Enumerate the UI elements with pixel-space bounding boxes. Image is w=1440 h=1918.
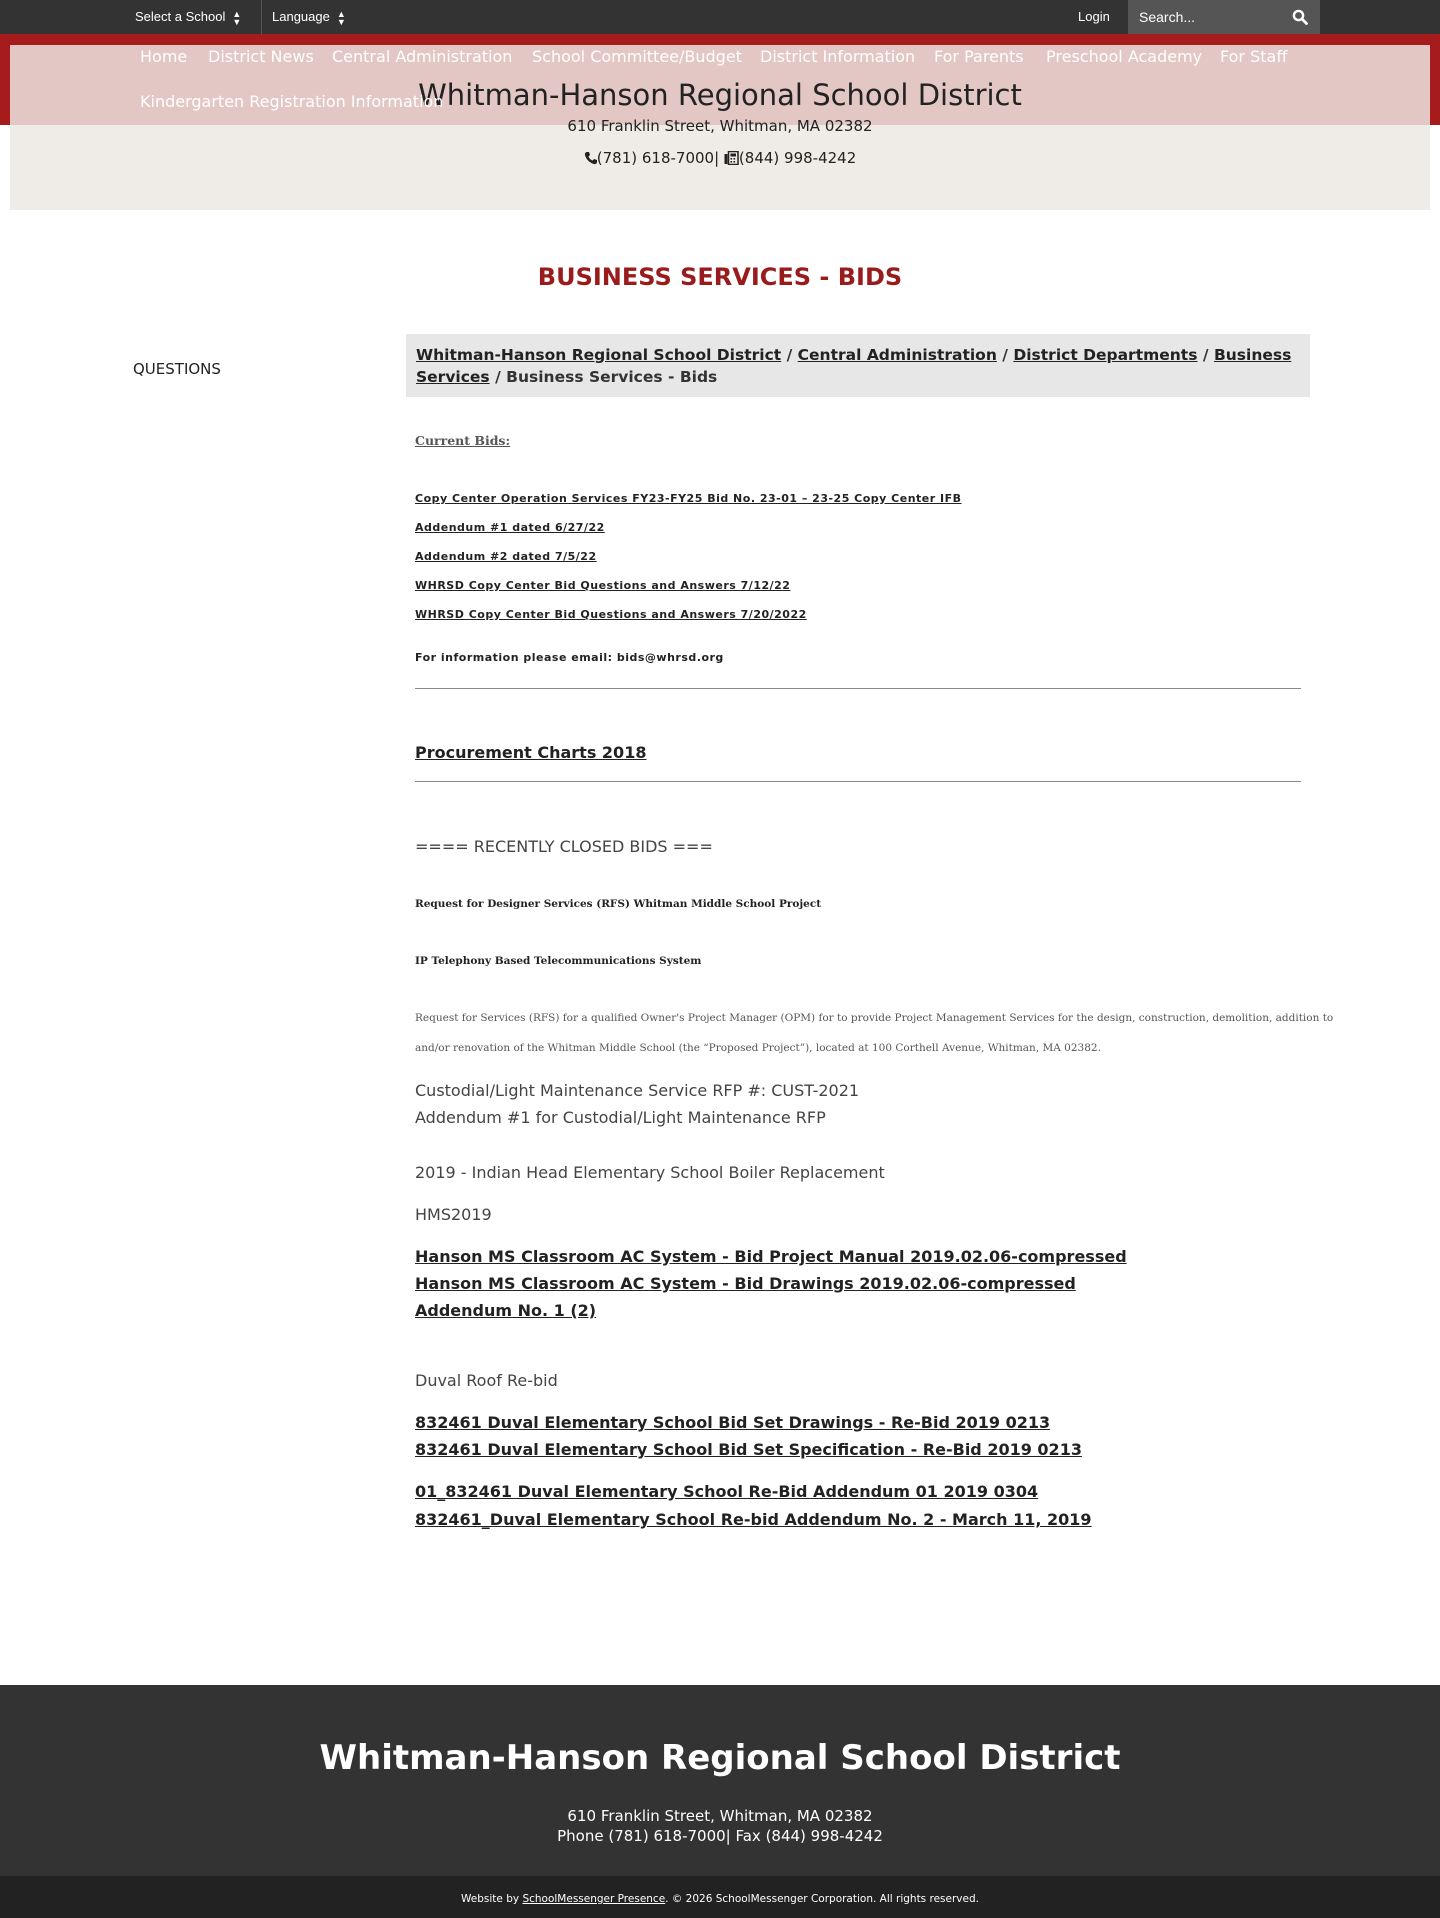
rfs-designer-text: Request for Designer Services (RFS) Whitman Middle School Project bbox=[415, 898, 822, 910]
breadcrumb-link-central-administration[interactable]: Central Administration bbox=[797, 346, 997, 364]
district-phone-line bbox=[0, 149, 1440, 167]
select-school-dropdown[interactable] bbox=[135, 0, 241, 34]
hanson-addendum-link[interactable]: Addendum No. 1 (2) bbox=[415, 1301, 597, 1320]
sidebar-item-questions[interactable]: QUESTIONS bbox=[133, 360, 221, 378]
footer-address: 610 Franklin Street, Whitman, MA 02382 bbox=[567, 1807, 873, 1825]
sort-caret-icon: ▲ ▼ bbox=[232, 8, 242, 27]
opm-text-line-1: Request for Services (RFS) for a qualified Owner's Project Manager (OPM) for to provide Project Management Services for the design, construction, demolition, addition to bbox=[415, 1012, 1334, 1024]
breadcrumb-current: Business Services - Bids bbox=[506, 368, 718, 386]
addendum-1-link[interactable]: Addendum #1 dated 6/27/22 bbox=[415, 521, 605, 534]
breadcrumb-link-district[interactable]: Whitman-Hanson Regional School District bbox=[416, 346, 782, 364]
page-title: BUSINESS SERVICES - BIDS bbox=[537, 263, 903, 291]
ip-telephony-text: IP Telephony Based Telecommunications System bbox=[415, 955, 702, 967]
district-address: 610 Franklin Street, Whitman, MA 02382 bbox=[567, 117, 873, 135]
footer bbox=[0, 1685, 1440, 1876]
breadcrumb bbox=[406, 334, 1310, 397]
hanson-bid-drawings-link[interactable]: Hanson MS Classroom AC System - Bid Drawings 2019.02.06-compressed bbox=[415, 1274, 1076, 1293]
bid-qa-7-12-link[interactable]: WHRSD Copy Center Bid Questions and Answers 7/12/22 bbox=[415, 579, 791, 592]
fax-number: (844) 998-4242 bbox=[738, 149, 857, 167]
nav-district-information[interactable]: District Information bbox=[760, 47, 916, 66]
nav-home[interactable]: Home bbox=[140, 47, 188, 66]
duval-addendum-02-link[interactable]: 832461_Duval Elementary School Re-bid Addendum No. 2 - March 11, 2019 bbox=[415, 1510, 1092, 1529]
schoolmessenger-link[interactable]: SchoolMessenger Presence bbox=[522, 1893, 666, 1905]
search-box bbox=[1128, 0, 1320, 34]
district-title: Whitman-Hanson Regional School District bbox=[418, 78, 1022, 112]
login-link[interactable]: Login bbox=[1078, 9, 1110, 24]
current-bids-heading: Current Bids: bbox=[415, 433, 511, 448]
search-input[interactable] bbox=[1128, 0, 1288, 34]
hanson-project-manual-link[interactable]: Hanson MS Classroom AC System - Bid Project Manual 2019.02.06-compressed bbox=[415, 1247, 1127, 1266]
credit-prefix: Website by bbox=[461, 1893, 523, 1905]
language-label: Language bbox=[272, 9, 330, 24]
custodial-addendum-text: Addendum #1 for Custodial/Light Maintenance RFP bbox=[415, 1108, 826, 1127]
footer-credit bbox=[0, 1893, 1440, 1905]
nav-central-administration[interactable]: Central Administration bbox=[332, 47, 513, 66]
opm-text-line-2: and/or renovation of the Whitman Middle School (the “Proposed Project”), located at 100 Corthell Avenue, Whitman, MA 02382. bbox=[415, 1042, 1101, 1054]
language-dropdown[interactable] bbox=[272, 0, 346, 34]
divider bbox=[415, 781, 1301, 782]
divider bbox=[415, 688, 1301, 689]
hms2019-text: HMS2019 bbox=[415, 1205, 492, 1224]
credit-suffix: . © 2026 SchoolMessenger Corporation. All rights reserved. bbox=[665, 1893, 979, 1905]
info-email-text: For information please email: bids@whrsd.org bbox=[415, 651, 724, 664]
footer-title: Whitman-Hanson Regional School District bbox=[319, 1738, 1121, 1778]
breadcrumb-separator: / bbox=[786, 346, 793, 364]
copy-center-ifb-link[interactable]: Copy Center Operation Services FY23-FY25 Bid No. 23-01 – 23-25 Copy Center IFB bbox=[415, 492, 962, 505]
nav-for-parents[interactable]: For Parents bbox=[934, 47, 1024, 66]
procurement-charts-link[interactable]: Procurement Charts 2018 bbox=[415, 743, 647, 762]
search-icon[interactable] bbox=[1292, 9, 1308, 25]
select-school-label: Select a School bbox=[135, 9, 226, 24]
breadcrumb-link-business[interactable]: Business bbox=[1213, 346, 1292, 364]
nav-preschool-academy[interactable]: Preschool Academy bbox=[1046, 47, 1203, 66]
topbar-divider bbox=[261, 0, 262, 34]
phone-number: (781) 618-7000 bbox=[596, 149, 715, 167]
duval-drawings-link[interactable]: 832461 Duval Elementary School Bid Set Drawings - Re-Bid 2019 0213 bbox=[415, 1413, 1051, 1432]
addendum-2-link[interactable]: Addendum #2 dated 7/5/22 bbox=[415, 550, 597, 563]
breadcrumb-separator: / bbox=[1202, 346, 1209, 364]
breadcrumb-separator: / bbox=[1002, 346, 1008, 364]
nav-school-committee-budget[interactable]: School Committee/Budget bbox=[532, 47, 742, 66]
duval-specification-link[interactable]: 832461 Duval Elementary School Bid Set Specification - Re-Bid 2019 0213 bbox=[415, 1440, 1082, 1459]
custodial-rfp-text: Custodial/Light Maintenance Service RFP #: CUST-2021 bbox=[415, 1081, 860, 1100]
duval-addendum-01-link[interactable]: 01_832461 Duval Elementary School Re-Bid Addendum 01 2019 0304 bbox=[415, 1482, 1039, 1501]
top-utility-bar bbox=[0, 0, 1440, 34]
footer-phone: Phone (781) 618-7000| Fax (844) 998-4242 bbox=[557, 1827, 883, 1845]
phone-icon bbox=[584, 151, 597, 165]
breadcrumb-link-district-departments[interactable]: District Departments bbox=[1013, 346, 1198, 364]
nav-district-news[interactable]: District News bbox=[208, 47, 314, 66]
breadcrumb-link-services[interactable]: Services bbox=[416, 368, 490, 386]
nav-for-staff[interactable]: For Staff bbox=[1220, 47, 1288, 66]
bid-qa-7-20-link[interactable]: WHRSD Copy Center Bid Questions and Answers 7/20/2022 bbox=[415, 608, 807, 621]
phone-separator: | bbox=[714, 149, 720, 167]
breadcrumb-separator: / bbox=[495, 368, 501, 386]
recently-closed-heading: ==== RECENTLY CLOSED BIDS === bbox=[415, 837, 713, 856]
duval-roof-heading: Duval Roof Re-bid bbox=[415, 1371, 558, 1390]
boiler-replacement-text: 2019 - Indian Head Elementary School Boiler Replacement bbox=[415, 1163, 885, 1182]
nav-kindergarten-registration[interactable]: Kindergarten Registration Information bbox=[140, 92, 444, 111]
sort-caret-icon: ▲ ▼ bbox=[336, 8, 346, 27]
fax-icon bbox=[724, 151, 739, 165]
